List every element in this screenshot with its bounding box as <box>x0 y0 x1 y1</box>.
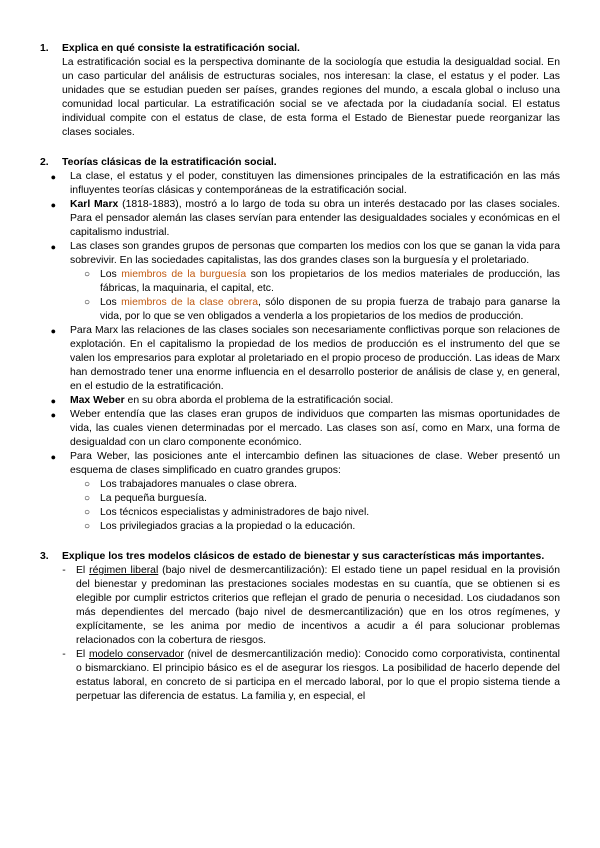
dash-text: El modelo conservador (nivel de desmercantilización medio): Conocido como corporativista, continental o bismarckiano. El principio básico es el de asegurar los riesgos. La posibilidad de hacerlo depende del estatus laboral, en concreto de si participa en el mercado laboral, por lo que el propio sistema tiende a perpetuar las diferencia de estatus. La familia y, en especial, el <box>76 649 560 702</box>
bullet-icon: ● <box>50 172 56 182</box>
bullet-text: La clase, el estatus y el poder, constituyen las dimensiones principales de la estratificación en las más influyentes teorías clásicas y contemporáneas de la estratificación social. <box>70 171 560 196</box>
answer-paragraph: La estratificación social es la perspectiva dominante de la sociología que estudia la desigualdad social. En un caso particular del análisis de estructuras sociales, nos interesan: la clase, el estatus y el poder. Las unidades que se estudian pueden ser países, grandes regiones del mundo, a escala global o incluso una comunidad local particular. La estratificación social se ve afectada por la ciudadanía social. El estatus individual compite con el estatus de clase, de esta forma el Estado de Bienestar puede reorganizar las clases sociales. <box>62 57 560 138</box>
sub-bullet-text: Los técnicos especialistas y administradores de bajo nivel. <box>100 507 370 518</box>
question-number: 1. <box>40 43 49 54</box>
sub-bullet-item <box>40 492 560 506</box>
sub-bullet-item <box>40 268 560 296</box>
bold-name: Max Weber <box>70 395 125 406</box>
bullet-item <box>40 324 560 394</box>
bullet-item <box>40 198 560 240</box>
sub-bullet-text: Los trabajadores manuales o clase obrera. <box>100 479 297 490</box>
bullet-text: Max Weber en su obra aborda el problema de la estratificación social. <box>70 395 394 406</box>
question-title: Explica en qué consiste la estratificación social. <box>62 43 300 54</box>
bold-name: Karl Marx <box>70 199 119 210</box>
bullet-item <box>40 394 560 408</box>
bullet-icon: ● <box>50 396 56 406</box>
question-number: 2. <box>40 157 49 168</box>
question-title: Explique los tres modelos clásicos de estado de bienestar y sus características más importantes. <box>62 551 545 562</box>
bullet-item <box>40 408 560 450</box>
sub-bullet-text: La pequeña burguesía. <box>100 493 207 504</box>
bullet-text: Karl Marx (1818-1883), mostró a lo largo de toda su obra un interés destacado por las clases sociales. Para el pensador alemán las clases servían para entender las desigualdades sociales y económicas en el capitalismo industrial. <box>70 199 561 238</box>
dash-item <box>40 648 560 704</box>
circle-bullet-icon: ○ <box>83 269 90 280</box>
bullet-text: Para Marx las relaciones de las clases sociales son necesariamente conflictivas porque son relaciones de explotación. En el capitalismo la propiedad de los medios de producción es el instrumento del que se valen los empresarios para explotar al proletariado en el propio proceso de producción. Las ideas de Marx han demostrado tener una enorme influencia en el desarrollo posterior de análisis de clase y, en general, en el estudio de la estratificación. <box>70 325 560 392</box>
sub-bullet-text: Los miembros de la clase obrera, sólo disponen de su propia fuerza de trabajo para ganarse la vida, por lo que se ven obligados a venderla a los propietarios de los medios de producción. <box>100 297 561 322</box>
highlighted-term: miembros de la burguesía <box>121 269 247 280</box>
sub-bullet-item <box>40 520 560 534</box>
dash-item <box>40 564 560 648</box>
bullet-text: Para Weber, las posiciones ante el intercambio definen las situaciones de clase. Weber presentó un esquema de clases simplificado en cuatro grandes grupos: <box>70 451 560 476</box>
circle-bullet-icon: ○ <box>83 507 90 518</box>
dash-icon: - <box>62 565 66 576</box>
circle-bullet-icon: ○ <box>83 297 90 308</box>
circle-bullet-icon: ○ <box>83 479 90 490</box>
bullet-icon: ● <box>50 452 56 462</box>
question-3-heading <box>40 550 560 564</box>
bullet-icon: ● <box>50 200 56 210</box>
sub-bullet-text: Los privilegiados gracias a la propiedad o la educación. <box>100 521 356 532</box>
question-1-heading <box>40 42 560 56</box>
question-title: Teorías clásicas de la estratificación social. <box>62 157 277 168</box>
bullet-text: Las clases son grandes grupos de personas que comparten los medios con los que se ganan la vida para sobrevivir. En las sociedades capitalistas, las dos grandes clases son la burguesía y el proletariado. <box>70 241 560 266</box>
bullet-text: Weber entendía que las clases eran grupos de individuos que comparten las mismas oportunidades de vida, las cuales vienen determinadas por el mercado. Las clases son así, como en Marx, una forma de desigualdad con un claro componente económico. <box>70 409 560 448</box>
sub-bullet-item <box>40 296 560 324</box>
bullet-icon: ● <box>50 410 56 420</box>
question-2-heading <box>40 156 560 170</box>
question-number: 3. <box>40 551 49 562</box>
underlined-term: régimen liberal <box>89 565 159 576</box>
dash-text: El régimen liberal (bajo nivel de desmercantilización): El estado tiene un papel residual en la provisión del bienestar y predominan las prestaciones sociales modestas en su cuantía, que se obtienen si es elegible por cumplir estrictos criterios que reflejan el grado de penuria o necesidad. Los ciudadanos son más dependientes del mercado (bajo nivel de desmercantilización) que en los otros regímenes, y explícitamente, se les anima por medio de incentivos a acudir a él para solucionar problemas relacionados con la cobertura de riesgos. <box>76 565 560 646</box>
bullet-item <box>40 240 560 268</box>
bullet-item <box>40 170 560 198</box>
circle-bullet-icon: ○ <box>83 493 90 504</box>
sub-bullet-text: Los miembros de la burguesía son los propietarios de los medios materiales de producción, las fábricas, la maquinaria, el capital, etc. <box>100 269 560 294</box>
circle-bullet-icon: ○ <box>83 521 90 532</box>
bullet-icon: ● <box>50 242 56 252</box>
dash-icon: - <box>62 649 66 660</box>
bullet-item <box>40 450 560 478</box>
sub-bullet-item <box>40 478 560 492</box>
underlined-term: modelo conservador <box>88 649 184 660</box>
sub-bullet-item <box>40 506 560 520</box>
highlighted-term: miembros de la clase obrera <box>121 297 259 308</box>
bullet-icon: ● <box>50 326 56 336</box>
